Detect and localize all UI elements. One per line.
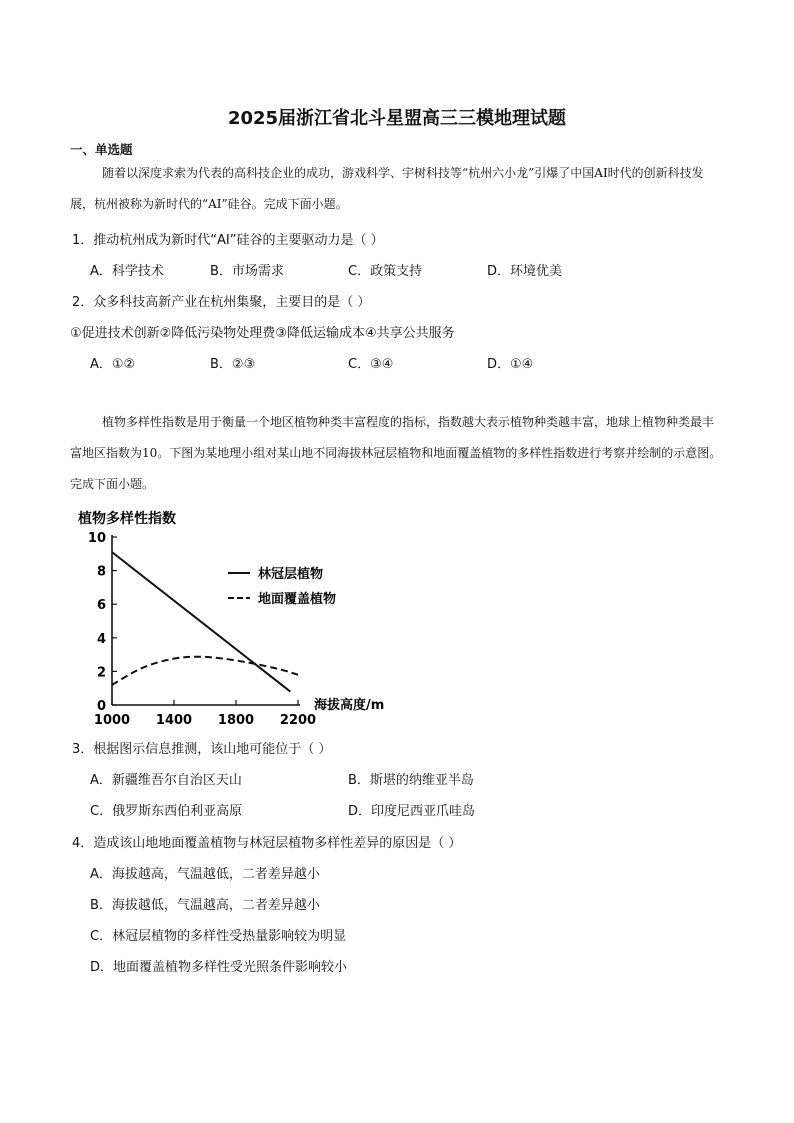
x-tick-label: 1400: [155, 713, 193, 728]
x-axis-label: 海拔高度/m: [314, 698, 385, 713]
q3-option-b: B．斯堪的纳维亚半岛: [348, 773, 474, 788]
question-3-stem: 3．根据图示信息推测，该山地可能位于（ ）: [72, 742, 332, 757]
passage-2: 植物多样性指数是用于衡量一个地区植物种类丰富程度的指标，指数越大表示植物种类越丰富，地球上植物种类最丰富地区指数为10。下图为某地理小组对某山地不同海拔林冠层植物和地面覆盖植物的多样性指数进行考察并绘制的示意图。完成下面小题。: [70, 415, 722, 491]
x-tick-label: 1000: [93, 713, 131, 728]
q1-option-a: A．科学技术: [90, 264, 164, 279]
q2-option-c: C．③④: [348, 357, 394, 372]
y-tick-label: 8: [96, 564, 106, 580]
legend-label: 林冠层植物: [258, 567, 324, 582]
q1-option-b: B．市场需求: [210, 264, 284, 279]
page-title: 2025届浙江省北斗星盟高三三模地理试题: [227, 108, 567, 129]
x-tick-label: 2200: [279, 713, 317, 728]
y-tick-label: 2: [96, 665, 106, 681]
question-2-items: ①促进技术创新②降低污染物处理费③降低运输成本④共享公共服务: [70, 326, 455, 341]
legend-label: 地面覆盖植物: [258, 592, 337, 607]
y-tick-label: 10: [87, 531, 106, 546]
q1-option-c: C．政策支持: [348, 264, 423, 279]
q2-option-a: A．①②: [90, 357, 136, 372]
q4-option-a: A．海拔越高，气温越低，二者差异越小: [90, 867, 320, 882]
diversity-chart: [70, 506, 410, 732]
y-tick-label: 6: [96, 598, 106, 614]
q3-option-d: D．印度尼西亚爪哇岛: [348, 804, 476, 819]
q3-option-c: C．俄罗斯东西伯利亚高原: [90, 804, 243, 819]
q4-option-c: C．林冠层植物的多样性受热量影响较为明显: [90, 929, 347, 944]
question-4-stem: 4．造成该山地地面覆盖植物与林冠层植物多样性差异的原因是（ ）: [72, 836, 462, 851]
q4-option-b: B．海拔越低，气温越高，二者差异越小: [90, 898, 320, 913]
q4-option-d: D．地面覆盖植物多样性受光照条件影响较小: [90, 960, 348, 975]
q3-option-a: A．新疆维吾尔自治区天山: [90, 773, 242, 788]
question-1-stem: 1．推动杭州成为新时代“AI”硅谷的主要驱动力是（ ）: [72, 233, 384, 248]
y-tick-label: 4: [96, 631, 106, 647]
question-2-stem: 2．众多科技高新产业在杭州集聚，主要目的是（ ）: [72, 295, 371, 310]
x-tick-label: 1800: [217, 713, 255, 728]
y-tick-label: 0: [96, 699, 106, 714]
series-line-ground-cover: [112, 657, 298, 685]
passage-1: 随着以深度求索为代表的高科技企业的成功，游戏科学、宇树科技等“杭州六小龙”引爆了中国AI时代的创新科技发展，杭州被称为新时代的“AI”硅谷。完成下面小题。: [70, 166, 704, 211]
section-heading: 一、单选题: [70, 142, 133, 157]
q2-option-d: D．①④: [487, 357, 534, 372]
q1-option-d: D．环境优美: [487, 264, 563, 279]
q2-option-b: B．②③: [210, 357, 256, 372]
y-axis-label: 植物多样性指数: [78, 511, 176, 527]
